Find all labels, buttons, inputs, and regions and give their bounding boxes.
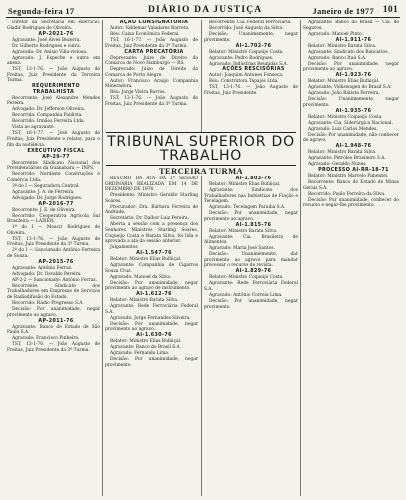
column-4 — [303, 20, 399, 496]
paragraph: Agravante: Antônio Ferraz. — [12, 265, 73, 271]
paragraph: Decisão: Por unanimidade, negar provimento ao agravo de instrumento. — [105, 280, 198, 292]
paragraph: Agravante: J. A. de Ferreira. — [12, 189, 75, 195]
paragraph: 2º do I — Sancionado Antônio Ferreira de Souza. — [7, 248, 100, 259]
paragraph: Agravante: Companhia de Cigarros Souza Cruz. — [105, 263, 198, 274]
column-divider — [102, 20, 103, 496]
paragraph: Secretário: Dr. Dalbor Luiz Pereira. — [110, 216, 190, 222]
column-2-bottom — [105, 176, 198, 496]
paragraph: Recorrida: Companhia Paulista. — [12, 113, 83, 119]
paragraph: Agravante: Sindicato dos Bancários. — [308, 49, 389, 55]
paragraph: Relator: Ministro Coqueijo Costa. — [209, 49, 284, 55]
paragraph: Dr. Gilberto Rodrigues e outra. — [12, 43, 82, 49]
column-2-top — [105, 20, 198, 128]
header-page-number: 101 — [382, 5, 398, 15]
paragraph: Advogado: Dr. Jefferson Oliveira. — [12, 107, 86, 113]
paragraph: Aberta a sessão com a presença dos Senhores Ministros Starling Soares, Coqueijo Costa e Barata Silva, foi lida e aprovada a ata da sessão anterior. — [105, 222, 198, 245]
column-divider — [300, 20, 301, 496]
paragraph: AI-1.923-76 — [335, 73, 372, 79]
paragraph: Agravado: Banco Itaú S.A. — [308, 55, 367, 61]
paragraph: Relator: Ministro Elias Bufáiçal. — [308, 79, 380, 85]
paragraph: Recorrido: Rádio Progresso S.A. — [12, 301, 84, 306]
column-3-top — [204, 20, 298, 128]
paragraph: AP-29-77 — [42, 154, 70, 160]
paragraph: Vista ao agravante. — [12, 125, 56, 131]
paragraph: Relator: Ministro Elias Bufáiçal. — [209, 181, 281, 187]
paragraph: Agravante: Banco do Estado de São Paulo S.A. — [7, 324, 100, 336]
paragraph: PROCESSO AI-RR-18-71 — [318, 168, 389, 174]
paragraph: Réu: Construtora Tapajós Ltda. — [209, 79, 279, 85]
header-day: Segunda-feira 17 — [8, 6, 75, 16]
paragraph: Agravado: Dr. Anisio Villa-viciosa. — [12, 49, 88, 55]
paragraph: Agravado: Fernando Lima. — [110, 351, 170, 357]
paragraph: TST, 13-1-76. — João Augusto de Freitas, Juiz Presidente. — [204, 85, 298, 97]
paragraph: TST, 13-1-76. — João Augusto de Freitas, Juiz Presidente da 3ª Turma. — [7, 342, 100, 353]
paragraph: TST, 16-1-77. — João Augusto de Freitas, Juiz Presidente da 3ª Turma. — [105, 37, 198, 49]
paragraph: AI-1.935-76 — [335, 108, 372, 114]
paragraph: Advogado: Dr. Jorge Rodrigues. — [12, 195, 83, 201]
paragraph: RESUMO DA ATA DA 1ª SESSÃO ORDINÁRIA REALIZADA EM 14 DE DEZEMBRO DE 1976. — [105, 176, 198, 193]
paragraph: 3º do I — Seguradora Central. — [12, 183, 80, 189]
paragraph: Autor: Joaquim Antunes Fonseca. — [209, 73, 284, 79]
paragraph: Autor: Valdemar Valadares Barreto. — [110, 25, 190, 31]
paragraph: Julgamentos — [110, 245, 138, 251]
header-date: Janeiro de 1977 — [312, 6, 374, 16]
paragraph: Relator: Ministro Barata Silva. — [110, 298, 179, 304]
paragraph: AP-2021-76 — [38, 31, 74, 37]
paragraph: AP-2015-76 — [38, 259, 74, 265]
paragraph: AÇÕES RESCISÓRIAS — [222, 67, 285, 73]
paragraph: Recorrido: Cooperativa Agrícola Sul Brasileira — LAZIER. — [7, 213, 100, 225]
paragraph: AI-1.829-76 — [235, 269, 272, 275]
paragraph: Agravante: Pedro Rodrigues. — [209, 55, 274, 61]
paragraph: Recorrido: Paulo Ferreira da Silva. — [308, 191, 386, 197]
paragraph: AP-2016-77 — [38, 201, 74, 207]
paragraph: Agravado: Francisco Pinheiro. — [12, 336, 80, 342]
paragraph: 1º do I — Moacir Rodrigues de Oliveira. — [7, 225, 100, 236]
paragraph: Recorrente: Sindicato dos Trabalhadores em Empresas de Serviços de Radiodifusão do Estado. — [7, 283, 100, 301]
paragraph: Decisão: Por unanimidade, negar provimento. — [204, 298, 298, 310]
paragraph: Decisão: Por unanimidade, negar provimento ao agravo. — [105, 321, 198, 333]
paragraph: Decisão: Unanimemente, negar provimento. — [303, 97, 399, 108]
paragraph: Relator: Ministro Elias Bufáiçal. — [110, 257, 182, 263]
paragraph: Presidente: Ministro Geraldo Starling Soares. — [105, 193, 198, 204]
paragraph: AI-1.803-76 — [235, 176, 272, 181]
paragraph: Decisão: Por unanimidade, não conhecer do agravo. — [303, 132, 399, 144]
paragraph: Relator: Ministro Barata Silva. — [308, 43, 377, 49]
paragraph: AI-1.630-76 — [136, 333, 172, 339]
paragraph: TST, 13-1-76. — João Augusto de Freitas, Juiz Presidente da 3ª Turma. — [7, 236, 100, 248]
paragraph: Deprecante: Juízo de Direito da Comarca de Novo Hamburgo — RS. — [105, 55, 198, 67]
column-3-bottom — [204, 176, 298, 496]
paragraph: AI-1.815-76 — [235, 222, 272, 228]
paragraph: Autor: Francisco Araújo Companhia Mineradora. — [105, 78, 198, 90]
paragraph: EXECUTIVO FISCAL — [27, 148, 85, 154]
paragraph: Decisão: Por unanimidade, negar provimento ao agravo. — [7, 306, 100, 318]
paragraph: Deprecado: Juízo de Direito da Comarca de Porto Alegre. — [105, 67, 198, 78]
paragraph: Agravante: José Alves Bezerra. — [12, 37, 81, 43]
header-title: DIÁRIO DA JUSTIÇA — [148, 5, 263, 15]
paragraph: Agravado: Indústrias Reunidas S.A. — [209, 61, 288, 67]
paragraph: Agravado: Maria José Santos. — [209, 246, 275, 252]
paragraph: Réu: Jorge Vieira Barros. — [110, 90, 166, 96]
paragraph: Recorrente: Cia. Federal Ferroviária. — [209, 20, 292, 25]
paragraph: REQUERIMENTO TRABALHISTA — [32, 84, 80, 95]
paragraph: Diretor da Secretaria em exercício, Gladir Rodrigues de Oliveira. — [7, 20, 100, 31]
paragraph: Relator: Ministro Marcelo Pimentel. — [308, 174, 389, 180]
paragraph: Agravante: Banco do Brasil S.A. — [110, 345, 182, 351]
paragraph: AI-1.702-76 — [235, 43, 272, 49]
paragraph: TST, 16-1-77. — José Augusto de Freitas, Juiz Presidente e relator, para o fim da audiência. — [7, 131, 100, 148]
paragraph: Recorrido: José Augusto da Silva. — [209, 25, 284, 31]
paragraph: Decisão: Por unanimidade, conhecer do recurso e negar-lhe provimento. — [303, 197, 399, 209]
paragraph: Recorrente: José Alexandre Mendes Pereira. — [7, 95, 100, 107]
paragraph: TST, 13-1-76. — João Augusto de Freitas, Juiz Presidente da 3ª Turma. — [105, 96, 198, 107]
paragraph: Agravado: Luiz Carlos Mendes. — [308, 126, 378, 132]
section-banner-title: TRIBUNAL SUPERIOR DO TRABALHO — [107, 134, 295, 164]
paragraph: Decisão: Por unanimidade, negar provimento. — [105, 357, 198, 368]
paragraph: Agravante: Volkswagen do Brasil S.A. — [308, 85, 392, 91]
paragraph: AI-1.948-76 — [335, 144, 372, 150]
paragraph: Agravante: Petróleo Brasileiro S.A. — [308, 156, 386, 162]
paragraph: Agravado: Geraldo Nunes. — [308, 162, 367, 168]
paragraph: Agravante: Cia. Siderúrgica Nacional. — [308, 120, 393, 126]
paragraph: Agravado: Tecelagem Paraíba S.A. — [209, 205, 286, 211]
page-header — [6, 4, 400, 18]
paragraph: AP-2-2 — Sancionado: Antônio Ferraz. — [12, 277, 97, 283]
paragraph: Relator: Ministro Coqueijo Costa. — [209, 275, 284, 281]
paragraph: Decisão: Por unanimidade, negar provimento ao agravo. — [303, 61, 399, 73]
paragraph: Agravante: Banco do Brasil — Cia. de Seguros. — [303, 20, 399, 31]
paragraph: Decisão: Unanimemente, negar provimento. — [204, 31, 298, 43]
paragraph: Relator: Ministro Barata Silva. — [308, 150, 377, 156]
paragraph: Agravante: Rede Ferroviária Federal S.A. — [105, 304, 198, 315]
paragraph: AÇÃO CONSIGNATÓRIA — [119, 20, 189, 25]
paragraph: Decisão: Unanimemente, dar provimento ao agravo para mandar processar o recurso de revista. — [204, 252, 298, 269]
newspaper-page — [6, 4, 400, 496]
paragraph: Agravado: Manoel Pinto. — [308, 31, 364, 37]
paragraph: Agravante: Sindicato dos Trabalhadores nas Indústrias de Fiação e Tecelagem. — [204, 187, 298, 205]
section-banner-subtitle: TERCEIRA TURMA — [106, 166, 296, 176]
paragraph: AP-2011-76 — [38, 318, 74, 324]
paragraph: Relator: Ministro Barata Silva. — [209, 228, 278, 234]
paragraph: Agravado: Jorge Fernandes Silveira. — [110, 315, 191, 321]
paragraph: Recorrido: Nordeste Construções e Comércio Ltda. — [7, 172, 100, 183]
paragraph: Recorrente: Banco do Estado de Minas Gerais S.A. — [303, 180, 399, 191]
paragraph: Agravado: Manoel da Silva. — [110, 274, 172, 280]
paragraph: AI-1.911-76 — [335, 37, 372, 43]
paragraph: CARTA PRECATÓRIA — [124, 49, 184, 55]
paragraph: AI-1.612-76 — [136, 292, 172, 298]
paragraph: Agravante: Rede Ferroviária Federal S.A. — [204, 281, 298, 292]
paragraph: Recorrido: Irmãos Ferreira Ltda. — [12, 119, 86, 125]
paragraph: Advogado: Dr. Osvaldo Pereira. — [12, 271, 82, 277]
paragraph: Agravado: J. Espeche e outra em anexo. — [7, 55, 100, 67]
column-divider — [201, 20, 202, 496]
paragraph: Réu: Caixa Econômica Federal. — [110, 31, 180, 37]
paragraph: Relator: Ministro Elias Bufáiçal. — [110, 339, 182, 345]
paragraph: Agravado: Antônio Correia Lima. — [209, 292, 283, 298]
paragraph: Recorrente: Sindicato Nacional dos Previdenciários da Guanabara — INPS. — [7, 160, 100, 172]
paragraph: Recorrente: J. E. de Oliveira. — [12, 207, 76, 213]
paragraph: Agravado: João Batista Ferreira. — [308, 91, 380, 97]
paragraph: Agravante: Cia. Brasileira de Alimentos. — [204, 234, 298, 246]
paragraph: TST, 13-1-76. — João Augusto de Freitas, Juiz Presidente da Terceira Turma. — [7, 67, 100, 84]
column-1 — [7, 20, 100, 496]
paragraph: Decisão: Por unanimidade, negar provimento ao agravo. — [204, 211, 298, 222]
paragraph: Procurador: Dra. Bárbara Ferreira de Andrade. — [105, 204, 198, 216]
paragraph: Relator: Ministro Coqueijo Costa. — [308, 114, 383, 120]
paragraph: AI-1.547-76 — [136, 251, 172, 257]
